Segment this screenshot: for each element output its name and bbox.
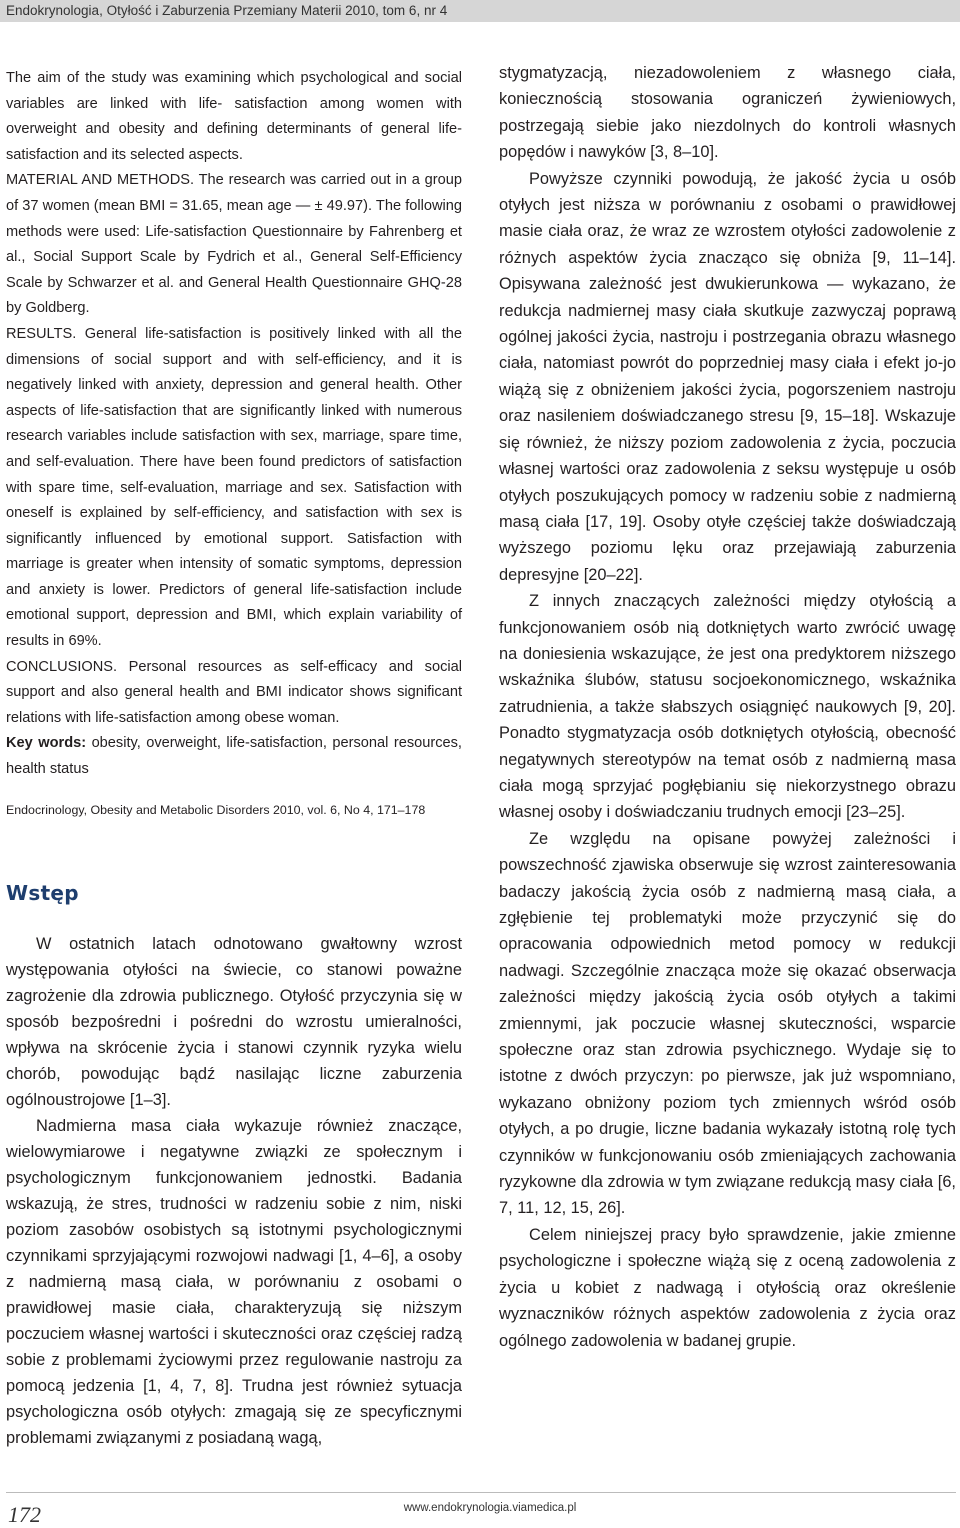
journal-header-text: Endokrynologia, Otyłość i Zaburzenia Przemiany Materii 2010, tom 6, nr 4 — [6, 3, 448, 18]
right-body-text — [499, 60, 956, 1354]
footer-url-wrap — [0, 1502, 960, 1514]
results-label: RESULTS. — [6, 325, 77, 342]
paragraph: Nadmierna masa ciała wykazuje również znaczące, wielowymiarowe i negatywne związki ze społecznym i psychologicznym funkcjonowaniem jednostki. Badania wskazują, że stres, trudności w radzeniu sobie z nim, niski poziom zasobów osobistych są istotnymi psychologicznymi czynnikami sprzyjającymi rozwojowi nadwagi [1, 4–6], a osoby z nadmierną masą ciała, w porównaniu z osobami o prawidłowej masie ciała, charakteryzują się niższym poczuciem własnej wartości i skuteczności oraz częściej radzą sobie z problemami życiowymi przez regulowanie nastroju za pomocą jedzenia [1, 4, 7, 8]. Trudna jest również sytuacja psychologiczna osób otyłych: zmagają się ze specyficznymi problemami związanymi z posiadaną wagą, — [6, 1116, 462, 1447]
abstract-methods — [6, 168, 462, 322]
conclusions-label: CONCLUSIONS. — [6, 658, 118, 675]
page-number: 172 — [8, 1502, 41, 1527]
abstract-results — [6, 322, 462, 655]
right-column — [499, 60, 956, 1354]
conclusions-text: Personal resources as self-efficacy and social support and also general health and BMI indicator shows significant relations with life-satisfaction among obese woman. — [6, 658, 462, 726]
results-text: General life-satisfaction is positively linked with all the dimensions of social support and with self-efficiency, and it is negatively linked with anxiety, depression and general health. Other aspects of life-satisfaction that are significantly linked with numerous research variables include satisfaction with sex, marriage, spare time, and self-evaluation. There have been found predictors of satisfaction with spare time, self-evaluation, marriage and sex. Satisfaction with oneself is explained by self-efficiency, and satisfaction with sex is significantly influenced by emotional support. Satisfaction with marriage is greater when intensity of somatic symptoms, depression and anxiety is lower. Predictors of general life-satisfaction include emotional support, depression and BMI, which explain variability of results in 69%. — [6, 325, 462, 650]
footer-url[interactable]: www.endokrynologia.viamedica.pl — [403, 1502, 577, 1514]
paragraph: W ostatnich latach odnotowano gwałtowny wzrost występowania otyłości na świecie, co stanowi poważne zagrożenie dla zdrowia publicznego. Otyłość przyczynia się w sposób bezpośredni i pośredni do wzrostu umieralności, wpływa na skrócenie życia i stanowi czynnik ryzyka wielu chorób, powodując bądź nasilając liczne zaburzenia ogólnoustrojowe [1–3]. — [6, 934, 462, 1109]
paragraph: Powyższe czynniki powodują, że jakość życia u osób otyłych jest niższa w porównaniu z osobami o prawidłowej masie ciała oraz, że wraz ze wzrostem otyłości zadowolenie z różnych aspektów życia znacząco się obniża [9, 11–14]. Opisywana zależność jest dwukierunkowa — wykazano, że redukcja nadmiernej masy ciała skutkuje zazwyczaj poprawą ogólnej jakości życia, nastroju i postrzegania obrazu własnego ciała, natomiast powrót do poprzedniej masy ciała i efekt jo-jo wiążą się z obniżeniem jakości życia, pogorszeniem nastroju oraz nasileniem doświadczanego stresu [9, 15–18]. Wskazuje się również, że niższy poziom zadowolenia z życia, poczucia własnej wartości oraz zadowolenia z seksu występuje u osób otyłych poszukujących pomocy w radzeniu sobie z nadmierną masą ciała [17, 19]. Osoby otyłe częściej także doświadczają wyższego poziomu lęku oraz przejawiają zaburzenia depresyjne [20–22]. — [499, 169, 956, 584]
citation: Endocrinology, Obesity and Metabolic Disorders 2010, vol. 6, No 4, 171–178 — [6, 802, 426, 817]
paragraph: Ze względu na opisane powyżej zależności i powszechność zjawiska obserwuje się wzrost zainteresowania badaczy jakością życia osób z nadmierną masą ciała, a zgłębienie tej problematyki może przyczynić się do opracowania odpowiednich metod pomocy w redukcji nadwagi. Szczególnie znacząca może się okazać obserwacja zależności między jakością życia osób otyłych a takimi zmiennymi, jak poczucie własnej skuteczności, wsparcie społeczne oraz stan zdrowia psychicznego. Wydaje się to istotne z dwóch przyczyn: po pierwsze, jak już wspomniano, wykazano obniżony poziom tych zmiennych wśród osób otyłych, a po drugie, liczne badania wykazały istotną rolę tych czynników w funkcjonowaniu osób zmieniających zachowania ryzykowne dla zdrowia w tym związane redukcją masy ciała [6, 7, 11, 12, 15, 26]. — [499, 829, 956, 1218]
footer-divider — [6, 1492, 956, 1493]
keywords-label: Key words: — [6, 735, 87, 752]
abstract-aim-text: The aim of the study was examining which psychological and social variables are linked with life- satisfaction among women with overweight and obesity and defining determinants of general life-satisfaction and its selected aspects. — [6, 70, 462, 163]
methods-label: MATERIAL AND METHODS. — [6, 172, 195, 189]
methods-text: The research was carried out in a group of 37 women (mean BMI = 31.65, mean age — ± 49.97). The following methods were used: Life-satisfaction Questionnaire by Fahrenberg et al., Social Support Scale by Fydrich et al., General Self-Efficiency Scale by Schwarzer et al. and General Health Questionnaire GHQ-28 by Goldberg. — [6, 172, 462, 317]
left-body-text — [6, 931, 462, 1451]
paragraph: Z innych znaczących zależności między otyłością a funkcjonowaniem osób nią dotkniętych warto zwrócić uwagę na doniesienia wskazujące, że jest ona predyktorem niższego wskaźnika ślubów, statusu socjoekonomicznego, wskaźnika zatrudnienia, a także słabszych osiągnięć naukowych [9, 20]. Ponadto stygmatyzacja osób dotkniętych otyłością, obecność negatywnych stereotypów na temat osób z nadmierną masa ciała mogą sprzyjać pogłębianiu się niekorzystnego obrazu własnej osoby i doświadczaniu trudnych emocji [23–25]. — [499, 592, 956, 822]
keywords-text: obesity, overweight, life-satisfaction, personal resources, health status — [6, 735, 462, 778]
paragraph: stygmatyzacją, niezadowoleniem z własnego ciała, koniecznością stosowania ograniczeń żywieniowych, postrzegają siebie jako niezdolnych do kontroli własnych popędów i nawyków [3, 8–10]. — [499, 64, 956, 162]
abstract-aim — [6, 66, 462, 168]
journal-header — [0, 0, 960, 22]
section-heading: Wstęp — [6, 880, 79, 905]
abstract-conclusions — [6, 655, 462, 732]
left-column — [6, 66, 462, 1451]
paragraph: Celem niniejszej pracy było sprawdzenie, jakie zmienne psychologiczne i społeczne wiążą się z oceną zadowolenia z życia u kobiet z nadwagą i otyłością oraz określenie wyznaczników różnych aspektów zadowolenia z życia oraz ogólnego zadowolenia w badanej grupie. — [499, 1225, 956, 1350]
abstract-keywords — [6, 731, 462, 782]
abstract — [6, 66, 462, 783]
